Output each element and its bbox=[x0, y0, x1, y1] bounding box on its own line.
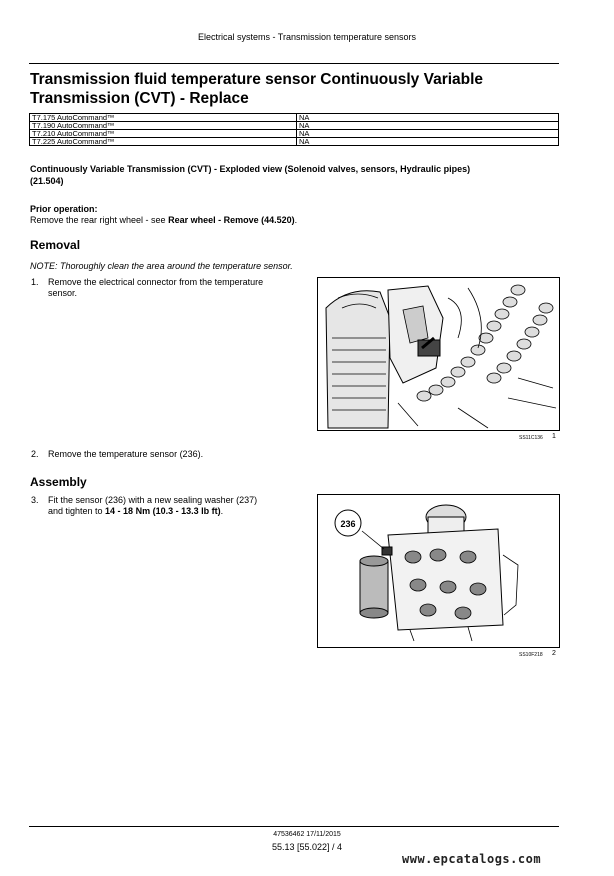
step-1 bbox=[31, 277, 311, 301]
reference-line-1: Continuously Variable Transmission (CVT) - Exploded view (Solenoid valves, sensors, Hydraulic pipes) bbox=[30, 164, 471, 174]
step-number: 3. bbox=[31, 495, 39, 505]
prior-operation-heading: Prior operation: bbox=[30, 204, 98, 214]
step-line: and tighten to bbox=[48, 506, 106, 516]
figure-1-image bbox=[317, 277, 560, 431]
footer-page-number: 55.13 [55.022] / 4 bbox=[271, 842, 343, 852]
step-line: Remove the electrical connector from the temperature bbox=[48, 277, 264, 287]
assembly-heading: Assembly bbox=[30, 475, 87, 489]
figure-2-image bbox=[317, 494, 560, 648]
step-line: sensor. bbox=[48, 288, 78, 298]
step-text bbox=[48, 277, 263, 299]
page-title: Transmission fluid temperature sensor Continuously Variable Transmission (CVT) - Replace bbox=[30, 71, 484, 107]
step-line-end: . bbox=[220, 506, 224, 516]
note-text: NOTE: Thoroughly clean the area around the temperature sensor. bbox=[30, 261, 293, 271]
watermark: www.epcatalogs.com bbox=[402, 852, 542, 866]
figure-1-number: 1 bbox=[552, 433, 556, 440]
step-line: Fit the sensor (236) with a new sealing washer (237) bbox=[48, 495, 258, 505]
step-2 bbox=[31, 449, 311, 461]
table-row bbox=[30, 138, 559, 146]
figure-1-code: SS11C136 bbox=[519, 435, 543, 441]
model-name: T7.190 AutoCommand™ bbox=[30, 122, 297, 130]
step-3 bbox=[31, 495, 321, 519]
model-value: NA bbox=[297, 114, 559, 122]
prior-operation-link[interactable]: Rear wheel - Remove (44.520) bbox=[168, 215, 295, 225]
model-table bbox=[29, 113, 559, 146]
step-text: Remove the temperature sensor (236). bbox=[48, 449, 204, 459]
callout-236: 236 bbox=[340, 519, 356, 529]
model-name: T7.210 AutoCommand™ bbox=[30, 130, 297, 138]
reference-link[interactable] bbox=[30, 163, 570, 187]
step-number: 2. bbox=[31, 449, 39, 459]
engine-connector-illustration bbox=[318, 278, 559, 430]
torque-value: 14 - 18 Nm (10.3 - 13.3 lb ft) bbox=[105, 506, 221, 516]
prior-end: . bbox=[294, 215, 298, 225]
footer-doc-ref: 47536462 17/11/2015 bbox=[273, 831, 341, 838]
sensor-valve-block-illustration bbox=[318, 495, 559, 647]
step-text bbox=[48, 495, 257, 517]
reference-line-2: (21.504) bbox=[30, 176, 64, 186]
figure-2-code: SS10F218 bbox=[519, 652, 543, 658]
removal-heading: Removal bbox=[30, 238, 81, 252]
footer-rule bbox=[29, 826, 559, 827]
step-number: 1. bbox=[31, 277, 39, 287]
prior-operation-text bbox=[30, 214, 570, 226]
model-value: NA bbox=[297, 122, 559, 130]
prior-text: Remove the rear right wheel - see bbox=[30, 215, 169, 225]
model-name: T7.225 AutoCommand™ bbox=[30, 138, 297, 146]
model-value: NA bbox=[297, 138, 559, 146]
model-value: NA bbox=[297, 130, 559, 138]
header-rule bbox=[29, 63, 559, 64]
figure-2-number: 2 bbox=[552, 650, 556, 657]
model-name: T7.175 AutoCommand™ bbox=[30, 114, 297, 122]
page-header: Electrical systems - Transmission temperature sensors bbox=[197, 32, 417, 42]
